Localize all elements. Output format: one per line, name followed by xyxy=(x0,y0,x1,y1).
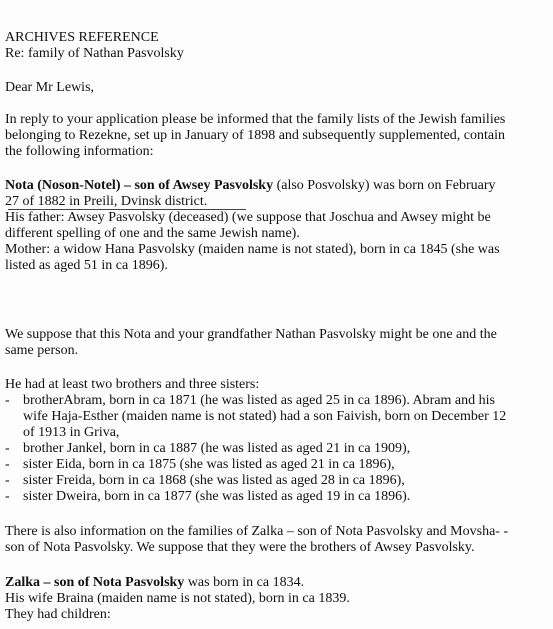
abram-line-2: wife Haja-Esther (maiden name is not stated) had a son Faivish, born on December 12 xyxy=(23,409,507,424)
nota-line-1-rest: (also Posvolsky) was born on February xyxy=(273,178,496,193)
zalka-wife-line: His wife Braina (maiden name is not stated), born in ca 1839. xyxy=(5,591,350,606)
nota-line-1 xyxy=(5,178,547,194)
bullet-marker: - xyxy=(5,441,10,456)
list-item: brother Jankel, born in ca 1887 (he was listed as aged 21 in ca 1909), xyxy=(23,441,411,456)
list-item: sister Dweira, born in ca 1877 (she was listed as aged 19 in ca 1896). xyxy=(23,489,411,504)
list-item: sister Freida, born in ca 1868 (she was listed as aged 28 in ca 1896), xyxy=(23,473,405,488)
father-line-1: His father: Awsey Pasvolsky (deceased) (we suppose that Joschua and Awsey might be xyxy=(5,210,491,225)
nota-line-2: 27 of 1882 in Preili, Dvinsk district. xyxy=(5,194,208,209)
intro-line-2: belonging to Rezekne, set up in January of 1898 and subsequently supplemented, contain xyxy=(5,128,506,143)
intro-line-1: In reply to your application please be informed that the family lists of the Jewish families xyxy=(5,112,506,127)
siblings-intro: He had at least two brothers and three sisters: xyxy=(5,377,260,392)
bullet-marker: - xyxy=(5,457,10,472)
intro-line-3: the following information: xyxy=(5,144,154,159)
bullet-marker: - xyxy=(5,489,10,504)
salutation: Dear Mr Lewis, xyxy=(5,80,95,95)
also-line-2: son of Nota Pasvolsky. We suppose that they were the brothers of Awsey Pasvolsky. xyxy=(5,540,475,555)
suppose-line-2: same person. xyxy=(5,343,79,358)
zalka-line-1-rest: was born in ca 1834. xyxy=(184,575,305,590)
subject-line: Re: family of Nathan Pasvolsky xyxy=(5,46,184,61)
nota-name: Nota (Noson-Notel) – son of Awsey Pasvolsky xyxy=(5,178,274,193)
abram-line-3: of 1913 in Griva, xyxy=(23,425,120,440)
archives-reference-heading: ARCHIVES REFERENCE xyxy=(5,30,159,45)
bullet-marker: - xyxy=(5,393,10,408)
mother-line-2: listed as aged 51 in ca 1896). xyxy=(5,258,168,273)
zalka-line-1 xyxy=(5,575,547,591)
father-line-2: different spelling of one and the same Jewish name). xyxy=(5,226,300,241)
zalka-children-line: They had children: xyxy=(5,607,111,622)
list-item: sister Eida, born in ca 1875 (she was listed as aged 21 in ca 1896), xyxy=(23,457,395,472)
abram-line-1: brotherAbram, born in ca 1871 (he was listed as aged 25 in ca 1896). Abram and his xyxy=(23,393,495,408)
also-line-1: There is also information on the families of Zalka – son of Nota Pasvolsky and Movsha- - xyxy=(5,524,509,539)
mother-line-1: Mother: a widow Hana Pasvolsky (maiden name is not stated), born in ca 1845 (she was xyxy=(5,242,500,257)
bullet-marker: - xyxy=(5,473,10,488)
zalka-name: Zalka – son of Nota Pasvolsky xyxy=(5,575,185,590)
suppose-line-1: We suppose that this Nota and your grandfather Nathan Pasvolsky might be one and the xyxy=(5,327,497,342)
